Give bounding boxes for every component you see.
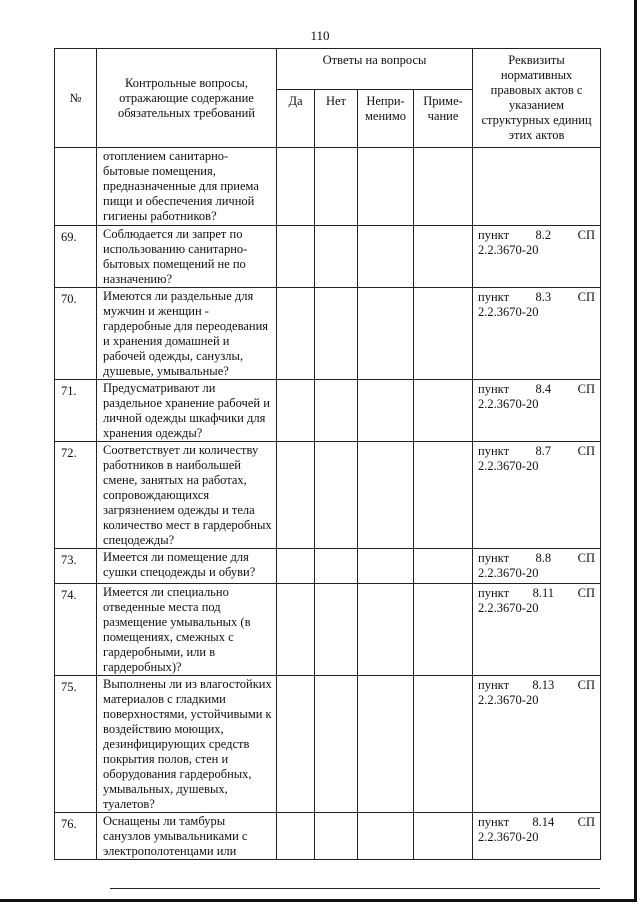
row-requisites bbox=[473, 226, 601, 288]
row-number: 74. bbox=[55, 584, 97, 676]
row-number: 72. bbox=[55, 442, 97, 549]
answer-not-applicable-cell[interactable] bbox=[358, 148, 414, 226]
ref-sp: СП bbox=[577, 228, 596, 242]
ref-sp: СП bbox=[577, 678, 596, 692]
ref-code: 2.2.3670-20 bbox=[478, 397, 539, 411]
ref-clause: 8.7 bbox=[535, 444, 552, 458]
row-number: 69. bbox=[55, 226, 97, 288]
row-question: Оснащены ли тамбуры санузлов умывальниками с электрополотенцами или bbox=[97, 813, 277, 860]
ref-word: пункт bbox=[478, 382, 510, 396]
answer-not-applicable-cell[interactable] bbox=[358, 288, 414, 380]
checklist-table bbox=[54, 48, 601, 860]
row-question: Соблюдается ли запрет по использованию санитарно-бытовых помещений не по назначению? bbox=[97, 226, 277, 288]
ref-code: 2.2.3670-20 bbox=[478, 305, 539, 319]
answer-yes-cell[interactable] bbox=[277, 226, 315, 288]
ref-code: 2.2.3670-20 bbox=[478, 459, 539, 473]
answer-not-applicable-cell[interactable] bbox=[358, 813, 414, 860]
answer-not-applicable-cell[interactable] bbox=[358, 380, 414, 442]
footer-rule bbox=[110, 888, 600, 889]
row-question: Имеются ли раздельные для мужчин и женщин - гардеробные для переодевания и хранения домашней и рабочей одежды, санузлы, душевые, умывальные? bbox=[97, 288, 277, 380]
table-row bbox=[55, 380, 601, 442]
table-row bbox=[55, 676, 601, 813]
answer-no-cell[interactable] bbox=[315, 584, 358, 676]
row-requisites bbox=[473, 148, 601, 226]
row-number: 71. bbox=[55, 380, 97, 442]
answer-no-cell[interactable] bbox=[315, 226, 358, 288]
answer-not-applicable-cell[interactable] bbox=[358, 226, 414, 288]
page-number: 110 bbox=[310, 28, 330, 43]
row-number: 75. bbox=[55, 676, 97, 813]
answer-no-cell[interactable] bbox=[315, 676, 358, 813]
header-answers: Ответы на вопросы bbox=[277, 49, 473, 90]
table-row bbox=[55, 549, 601, 584]
ref-clause: 8.4 bbox=[535, 382, 552, 396]
ref-sp: СП bbox=[577, 586, 596, 600]
answer-not-applicable-cell[interactable] bbox=[358, 584, 414, 676]
answer-yes-cell[interactable] bbox=[277, 813, 315, 860]
answer-note-cell[interactable] bbox=[414, 148, 473, 226]
answer-no-cell[interactable] bbox=[315, 549, 358, 584]
table-body bbox=[55, 148, 601, 860]
row-requisites bbox=[473, 584, 601, 676]
ref-clause: 8.2 bbox=[535, 228, 552, 242]
table-row bbox=[55, 288, 601, 380]
answer-note-cell[interactable] bbox=[414, 813, 473, 860]
row-number: 70. bbox=[55, 288, 97, 380]
ref-word: пункт bbox=[478, 678, 510, 692]
row-number bbox=[55, 148, 97, 226]
row-requisites bbox=[473, 549, 601, 584]
table-row bbox=[55, 584, 601, 676]
answer-note-cell[interactable] bbox=[414, 584, 473, 676]
ref-code: 2.2.3670-20 bbox=[478, 601, 539, 615]
answer-not-applicable-cell[interactable] bbox=[358, 676, 414, 813]
answer-note-cell[interactable] bbox=[414, 380, 473, 442]
row-question: отоплением санитарно-бытовые помещения, предназначенные для приема пищи и обеспечения личной гигиены работников? bbox=[97, 148, 277, 226]
ref-word: пункт bbox=[478, 586, 510, 600]
ref-word: пункт bbox=[478, 290, 510, 304]
header-question: Контрольные вопросы, отражающие содержание обязательных требований bbox=[97, 49, 277, 148]
answer-yes-cell[interactable] bbox=[277, 380, 315, 442]
header-row-top bbox=[55, 49, 601, 90]
answer-yes-cell[interactable] bbox=[277, 676, 315, 813]
header-note: Приме- чание bbox=[414, 90, 473, 148]
answer-yes-cell[interactable] bbox=[277, 288, 315, 380]
row-question: Имеется ли специально отведенные места под размещение умывальных (в помещениях, смежных с гардеробными, или в гардеробных)? bbox=[97, 584, 277, 676]
row-requisites bbox=[473, 288, 601, 380]
row-number: 73. bbox=[55, 549, 97, 584]
header-num: № bbox=[55, 49, 97, 148]
ref-sp: СП bbox=[577, 290, 596, 304]
answer-yes-cell[interactable] bbox=[277, 584, 315, 676]
row-number: 76. bbox=[55, 813, 97, 860]
row-requisites bbox=[473, 676, 601, 813]
ref-code: 2.2.3670-20 bbox=[478, 693, 539, 707]
ref-word: пункт bbox=[478, 228, 510, 242]
answer-yes-cell[interactable] bbox=[277, 148, 315, 226]
ref-sp: СП bbox=[577, 382, 596, 396]
answer-yes-cell[interactable] bbox=[277, 442, 315, 549]
answer-not-applicable-cell[interactable] bbox=[358, 442, 414, 549]
ref-clause: 8.8 bbox=[535, 551, 552, 565]
ref-clause: 8.13 bbox=[532, 678, 555, 692]
table-row bbox=[55, 442, 601, 549]
ref-word: пункт bbox=[478, 551, 510, 565]
answer-note-cell[interactable] bbox=[414, 226, 473, 288]
header-no: Нет bbox=[315, 90, 358, 148]
answer-note-cell[interactable] bbox=[414, 549, 473, 584]
ref-word: пункт bbox=[478, 815, 510, 829]
answer-no-cell[interactable] bbox=[315, 442, 358, 549]
ref-clause: 8.3 bbox=[535, 290, 552, 304]
row-requisites bbox=[473, 380, 601, 442]
answer-note-cell[interactable] bbox=[414, 288, 473, 380]
ref-code: 2.2.3670-20 bbox=[478, 830, 539, 844]
ref-sp: СП bbox=[577, 551, 596, 565]
row-question: Имеется ли помещение для сушки спецодежды и обуви? bbox=[97, 549, 277, 584]
table-row bbox=[55, 148, 601, 226]
row-question: Выполнены ли из влагостойких материалов с гладкими поверхностями, устойчивыми к воздействию моющих, дезинфицирующих средств покрытия полов, стен и оборудования гардеробных, умывальных, душевых, туалетов? bbox=[97, 676, 277, 813]
ref-word: пункт bbox=[478, 444, 510, 458]
answer-note-cell[interactable] bbox=[414, 676, 473, 813]
answer-no-cell[interactable] bbox=[315, 813, 358, 860]
row-requisites bbox=[473, 442, 601, 549]
answer-no-cell[interactable] bbox=[315, 288, 358, 380]
answer-yes-cell[interactable] bbox=[277, 549, 315, 584]
ref-code: 2.2.3670-20 bbox=[478, 243, 539, 257]
header-not-applicable: Непри- менимо bbox=[358, 90, 414, 148]
row-question: Соответствует ли количеству работников в наибольшей смене, занятых на работах, сопровождающихся загрязнением одежды и тела количество мест в гардеробных спецодежды? bbox=[97, 442, 277, 549]
table-row bbox=[55, 813, 601, 860]
answer-no-cell[interactable] bbox=[315, 148, 358, 226]
header-requisites: Реквизиты нормативных правовых актов с указанием структурных единиц этих актов bbox=[473, 49, 601, 148]
answer-no-cell[interactable] bbox=[315, 380, 358, 442]
ref-sp: СП bbox=[577, 815, 596, 829]
ref-code: 2.2.3670-20 bbox=[478, 566, 539, 580]
row-question: Предусматривают ли раздельное хранение рабочей и личной одежды шкафчики для хранения одежды? bbox=[97, 380, 277, 442]
answer-not-applicable-cell[interactable] bbox=[358, 549, 414, 584]
row-requisites bbox=[473, 813, 601, 860]
ref-clause: 8.14 bbox=[532, 815, 555, 829]
header-yes: Да bbox=[277, 90, 315, 148]
ref-clause: 8.11 bbox=[532, 586, 555, 600]
answer-note-cell[interactable] bbox=[414, 442, 473, 549]
ref-sp: СП bbox=[577, 444, 596, 458]
table-row bbox=[55, 226, 601, 288]
